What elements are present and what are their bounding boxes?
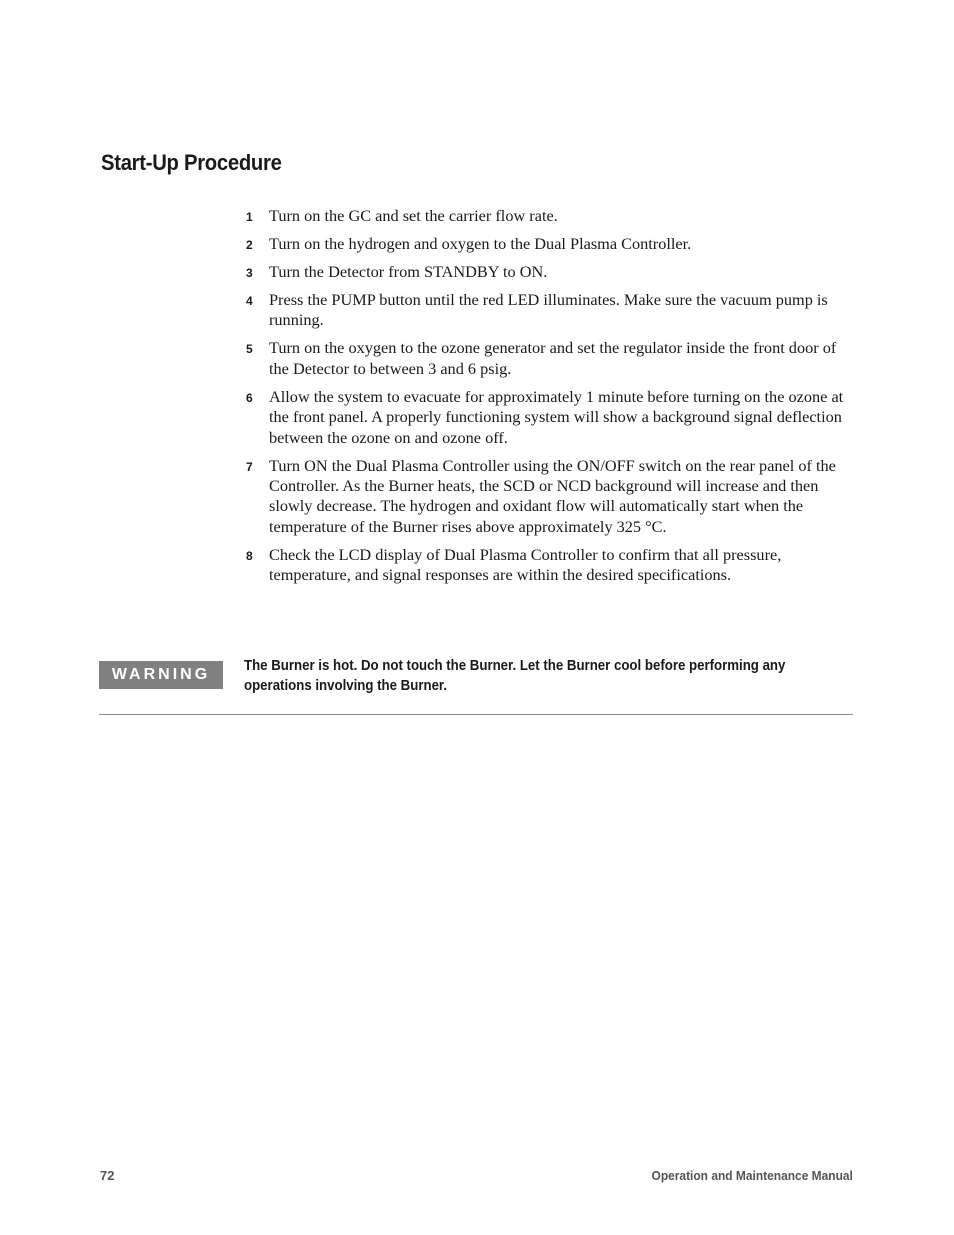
procedure-step-5 <box>244 338 854 379</box>
section-divider <box>99 714 853 715</box>
step-text: Press the PUMP button until the red LED illuminates. Make sure the vacuum pump is running. <box>269 290 828 330</box>
procedure-step-1 <box>244 206 854 226</box>
warning-label-badge: WARNING <box>99 661 223 689</box>
footer-manual-title: Operation and Maintenance Manual <box>651 1168 853 1183</box>
step-number: 1 <box>246 210 253 224</box>
step-text: Check the LCD display of Dual Plasma Controller to confirm that all pressure, temperature, and signal responses are within the desired specifications. <box>269 544 782 585</box>
procedure-step-2 <box>244 234 854 254</box>
procedure-step-4 <box>244 290 854 331</box>
step-number: 4 <box>246 294 253 308</box>
footer-page-number: 72 <box>100 1168 115 1183</box>
step-text: Turn on the hydrogen and oxygen to the Dual Plasma Controller. <box>269 234 692 253</box>
step-number: 5 <box>246 342 253 357</box>
procedure-step-8 <box>244 545 854 586</box>
procedure-step-3 <box>244 262 854 282</box>
step-number: 7 <box>246 459 253 474</box>
procedure-step-7 <box>244 456 854 538</box>
step-number: 6 <box>246 390 253 405</box>
procedure-steps-list <box>244 206 854 593</box>
step-number: 8 <box>246 548 253 563</box>
step-number: 3 <box>246 266 253 280</box>
step-number: 2 <box>246 238 253 252</box>
step-text: Turn on the oxygen to the ozone generator and set the regulator inside the front door of the Detector to between 3 and 6 psig. <box>269 338 837 378</box>
warning-text: The Burner is hot. Do not touch the Burner. Let the Burner cool before performing any operations involving the Burner. <box>244 658 786 694</box>
step-text: Turn on the GC and set the carrier flow rate. <box>269 206 558 225</box>
step-text: Turn ON the Dual Plasma Controller using the ON/OFF switch on the rear panel of the Controller. As the Burner heats, the SCD or NCD background will increase and then slowly decrease. The hydrogen and oxidant flow will automatically start when the temperature of the Burner rises above approximately 325 °C. <box>269 455 836 536</box>
step-text: Turn the Detector from STANDBY to ON. <box>269 262 548 281</box>
procedure-step-6 <box>244 387 854 448</box>
page-title: Start-Up Procedure <box>101 150 282 175</box>
step-text: Allow the system to evacuate for approximately 1 minute before turning on the ozone at the front panel. A properly functioning system will show a background signal deflection between the ozone on and ozone off. <box>269 386 844 447</box>
